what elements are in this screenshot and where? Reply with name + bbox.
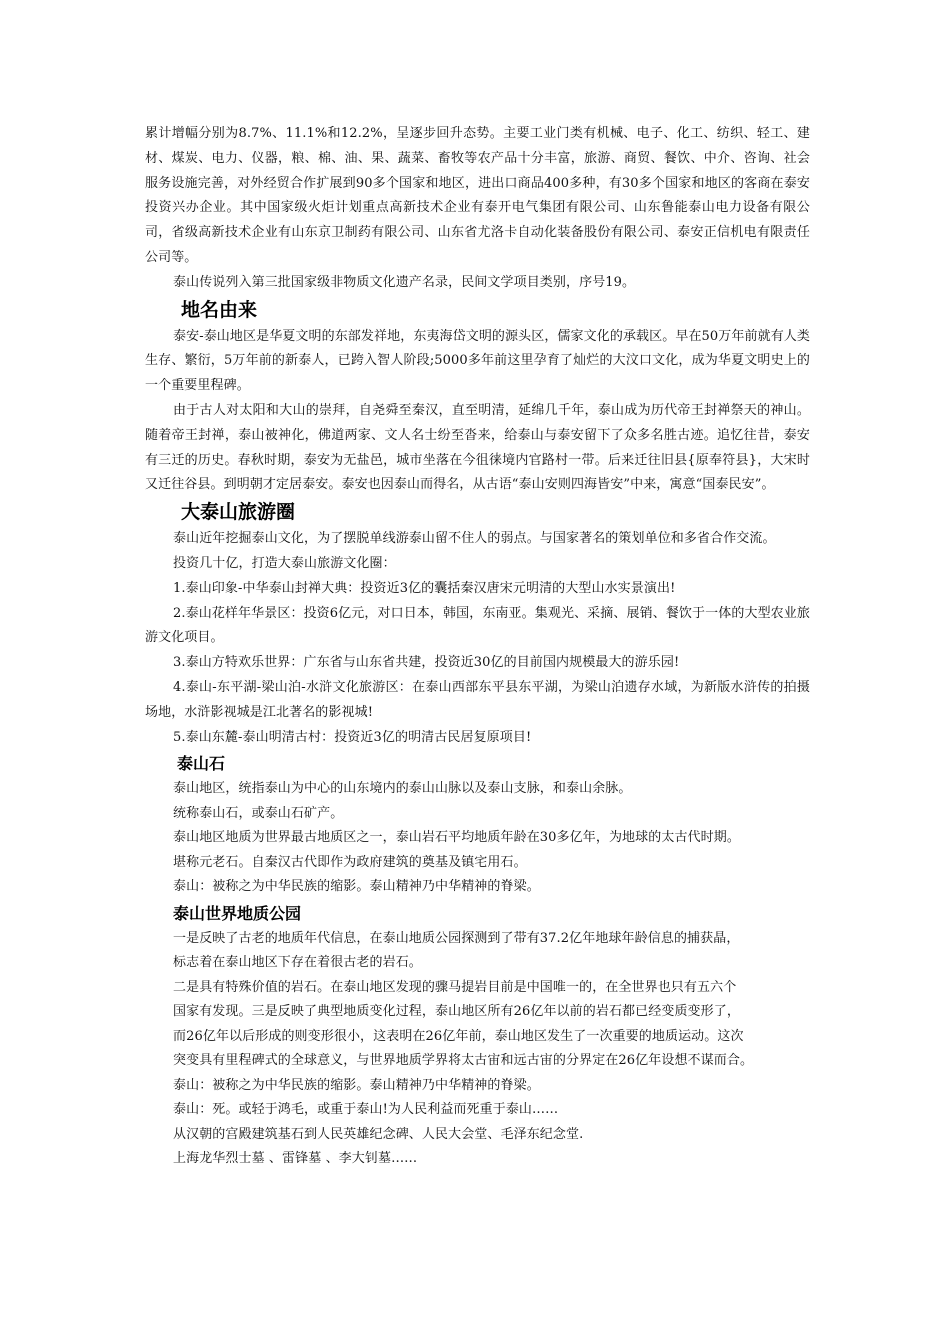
- heading-place-name-origin: 地名由来: [181, 298, 258, 321]
- stone-line: 泰山：被称之为中华民族的缩影。泰山精神乃中华精神的脊梁。: [173, 879, 540, 895]
- heading-taishan-stone: 泰山石: [177, 754, 226, 774]
- list-item: 4.泰山-东平湖-梁山泊-水浒文化旅游区：在泰山西部东平县东平湖，为梁山泊遗存水域，为新版水浒传的拍摄场地，水浒影视城是江北著名的影视城!: [145, 679, 810, 720]
- geopark-line: 上海龙华烈士墓 、雷锋墓 、李大钊墓……: [173, 1151, 418, 1167]
- geopark-line: 泰山：死。或轻于鸿毛，或重于泰山!为人民利益而死重于泰山……: [173, 1102, 559, 1118]
- stone-line: 泰山地区地质为世界最古地质区之一，泰山岩石平均地质年龄在30多亿年，为地球的太古代时期。: [173, 830, 740, 846]
- geopark-line: 而26亿年以后形成的则变形很小，这表明在26亿年前，泰山地区发生了一次重要的地质运动。这次: [173, 1028, 744, 1044]
- paragraph-industry: 累计增幅分别为8.7%、11.1%和12.2%，呈逐步回升态势。主要工业门类有机械、电子、化工、纺织、轻工、建材、煤炭、电力、仪器，粮、棉、油、果、蔬菜、畜牧等农产品十分丰富，旅游、商贸、餐饮、中介、咨询、社会服务设施完善，对外经贸合作扩展到90多个国家和地区，进出口商品400多种，有30多个国家和地区的客商在泰安投资兴办企业。其中国家级火炬计划重点高新技术企业有泰开电气集团有限公司、山东鲁能泰山电力设备有限公司，省级高新技术企业有山东京卫制药有限公司、山东省尤洛卡自动化装备股份有限公司、泰安正信机电有限责任公司等。: [145, 126, 810, 265]
- heading-tourism-circle: 大泰山旅游圈: [181, 501, 296, 524]
- paragraph-tourism-2: 投资几十亿，打造大泰山旅游文化圈：: [173, 555, 396, 571]
- paragraph-origin-2: 由于古人对太阳和大山的崇拜，自尧舜至秦汉，直至明清，延绵几千年，泰山成为历代帝王封禅祭天的神山。随着帝王封禅，泰山被神化，佛道两家、文人名士纷至沓来，给泰山与泰安留下了众多名胜古迹。追忆往昔，泰安有三迁的历史。春秋时期，泰安为无盐邑，城市坐落在今徂徕境内官路村一带。后来迁往旧县{原奉符县}，大宋时又迁往谷县。到明朝才定居泰安。泰安也因泰山而得名，从古语“泰山安则四海皆安”中来，寓意“国泰民安”。: [145, 402, 810, 493]
- geopark-line: 标志着在泰山地区下存在着很古老的岩石。: [173, 955, 422, 971]
- paragraph-origin-1: 泰安-泰山地区是华夏文明的东部发祥地，东夷海岱文明的源头区，儒家文化的承载区。早在50万年前就有人类生存、繁衍，5万年前的新泰人，已跨入智人阶段;5000多年前这里孕育了灿烂的大汶口文化，成为华夏文明史上的一个重要里程碑。: [145, 328, 810, 394]
- geopark-line: 突变具有里程碑式的全球意义，与世界地质学界将太古宙和远古宙的分界定在26亿年设想不谋而合。: [173, 1053, 754, 1069]
- list-item: 2.泰山花样年华景区：投资6亿元，对口日本，韩国，东南亚。集观光、采摘、展销、餐饮于一体的大型农业旅游文化项目。: [145, 605, 810, 646]
- stone-line: 堪称元老石。自秦汉古代即作为政府建筑的奠基及镇宅用石。: [173, 854, 527, 870]
- list-item: 5.泰山东麓-泰山明清古村：投资近3亿的明清古民居复原项目!: [173, 729, 532, 745]
- list-item: 1.泰山印象-中华泰山封禅大典：投资近3亿的囊括秦汉唐宋元明清的大型山水实景演出!: [173, 580, 676, 596]
- geopark-line: 一是反映了古老的地质年代信息，在泰山地质公园探测到了带有37.2亿年地球年龄信息的捕获晶，: [173, 930, 740, 946]
- geopark-line: 国家有发现。三是反映了典型地质变化过程，泰山地区所有26亿年以前的岩石都已经变质变形了，: [173, 1004, 740, 1020]
- geopark-line: 二是具有特殊价值的岩石。在泰山地区发现的骤马提岩目前是中国唯一的，在全世界也只有五六个: [173, 979, 737, 995]
- paragraph-tourism-1: 泰山近年挖掘泰山文化，为了摆脱单线游泰山留不住人的弱点。与国家著名的策划单位和多省合作交流。: [173, 531, 776, 547]
- geopark-line: 从汉朝的宫殿建筑基石到人民英雄纪念碑、人民大会堂、毛泽东纪念堂.: [173, 1126, 584, 1142]
- geopark-line: 泰山：被称之为中华民族的缩影。泰山精神乃中华精神的脊梁。: [173, 1077, 540, 1093]
- paragraph-legend: 泰山传说列入第三批国家级非物质文化遗产名录，民间文学项目类别，序号19。: [173, 274, 636, 290]
- heading-geopark: 泰山世界地质公园: [173, 903, 302, 923]
- list-item: 3.泰山方特欢乐世界：广东省与山东省共建，投资近30亿的目前国内规模最大的游乐园!: [173, 655, 680, 671]
- stone-line: 泰山地区，统指泰山为中心的山东境内的泰山山脉以及泰山支脉，和泰山余脉。: [173, 781, 632, 797]
- document-body: [145, 122, 810, 1172]
- stone-line: 统称泰山石，或泰山石矿产。: [173, 805, 344, 821]
